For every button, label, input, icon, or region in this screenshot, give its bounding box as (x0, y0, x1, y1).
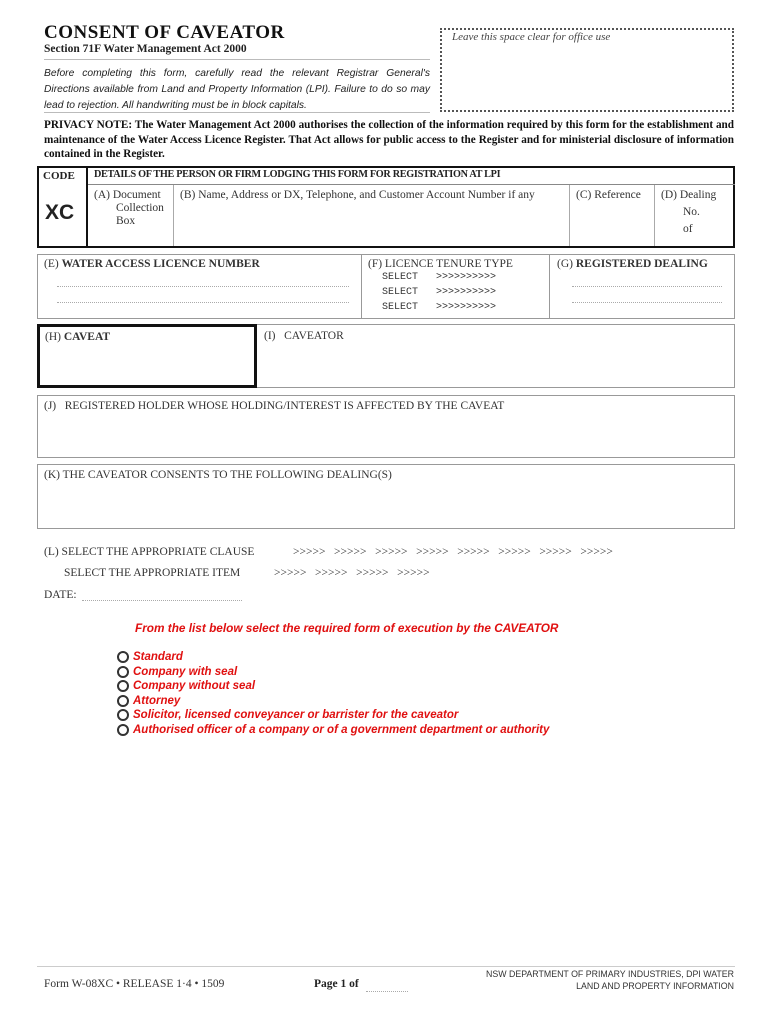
h-label: CAVEAT (63, 331, 111, 343)
licence-number-field-1[interactable] (57, 286, 349, 287)
page-number: Page 1 of (314, 978, 359, 990)
item-label: SELECT THE APPROPRIATE ITEM (64, 567, 241, 579)
caveat-label (45, 331, 110, 343)
name-address-cell[interactable] (174, 185, 570, 246)
section-reference: Section 71F Water Management Act 2000 (44, 43, 247, 55)
code-cell (37, 166, 88, 248)
execution-option-attorney[interactable] (117, 694, 549, 709)
licence-number-field-2[interactable] (57, 302, 349, 303)
divider (44, 112, 430, 113)
caveator-field[interactable] (258, 326, 734, 386)
date-label: DATE: (44, 589, 77, 601)
execution-option-solicitor[interactable] (117, 708, 549, 723)
radio-icon[interactable] (117, 724, 129, 736)
consented-dealings-label: (K) THE CAVEATOR CONSENTS TO THE FOLLOWING DEALING(S) (44, 469, 392, 481)
col-d-label-line2: No. (683, 206, 700, 218)
radio-icon[interactable] (117, 680, 129, 692)
col-a-label: (A) Document (94, 189, 161, 201)
registered-holder-field[interactable] (37, 395, 735, 458)
option-label: Company with seal (133, 665, 238, 678)
office-use-label: Leave this space clear for office use (452, 31, 611, 43)
g-prefix: (G) (557, 258, 573, 270)
office-use-box (440, 28, 734, 112)
h-prefix: (H) (45, 331, 61, 343)
page-total-field[interactable] (366, 991, 408, 992)
col-a-label-line2: Collection (116, 202, 164, 214)
col-a-label-line3: Box (116, 215, 136, 227)
code-label: CODE (43, 170, 75, 182)
document-collection-box-cell[interactable] (88, 185, 174, 246)
radio-icon[interactable] (117, 709, 129, 721)
department-line-1: NSW DEPARTMENT OF PRIMARY INDUSTRIES, DPI WATER (486, 969, 734, 979)
execution-option-standard[interactable] (117, 650, 549, 665)
option-label: Standard (133, 651, 183, 664)
registered-dealing-field-1[interactable] (572, 286, 722, 287)
col-b-label: (B) Name, Address or DX, Telephone, and Customer Account Number if any (180, 189, 535, 201)
col-c-label: (C) Reference (576, 189, 641, 201)
registered-dealing-cell (550, 254, 735, 319)
details-heading: DETAILS OF THE PERSON OR FIRM LODGING THIS FORM FOR REGISTRATION AT LPI (94, 169, 501, 180)
reference-cell[interactable] (570, 185, 655, 246)
code-value: XC (45, 201, 75, 224)
form-id: Form W-08XC • RELEASE 1·4 • 1509 (44, 978, 225, 990)
execution-options (117, 650, 549, 737)
divider (44, 59, 430, 60)
item-select[interactable]: >>>>> >>>>> >>>>> >>>>> (274, 567, 430, 579)
registered-dealing-field-2[interactable] (572, 302, 722, 303)
tenure-select-2[interactable]: SELECT >>>>>>>>>> (382, 287, 497, 298)
radio-icon[interactable] (117, 695, 129, 707)
department-line-2: LAND AND PROPERTY INFORMATION (576, 981, 734, 991)
tenure-select-1[interactable]: SELECT >>>>>>>>>> (382, 272, 497, 283)
instructions-text: Before completing this form, carefully read the relevant Registrar General's Directions available from Land and Property Information (LPI). Failure to do so may lead to rejection. All handwriting must be in block capitals. (44, 68, 430, 111)
tenure-type-label: (F) LICENCE TENURE TYPE (368, 258, 513, 270)
clause-select[interactable]: >>>>> >>>>> >>>>> >>>>> >>>>> >>>>> >>>>> >>>>> (293, 546, 613, 558)
licence-number-label (44, 258, 260, 270)
e-label: WATER ACCESS LICENCE NUMBER (61, 258, 260, 270)
e-prefix: (E) (44, 258, 59, 270)
col-d-label: (D) Dealing (661, 189, 717, 201)
dealing-number-cell[interactable] (655, 185, 735, 246)
form-title: CONSENT OF CAVEATOR (44, 22, 285, 43)
licence-number-cell (37, 254, 362, 319)
consented-dealings-field[interactable] (37, 464, 735, 529)
execution-heading: From the list below select the required form of execution by the CAVEATOR (135, 621, 559, 635)
option-label: Attorney (133, 694, 181, 707)
tenure-type-cell (362, 254, 550, 319)
tenure-select-3[interactable]: SELECT >>>>>>>>>> (382, 302, 497, 313)
execution-option-company-without-seal[interactable] (117, 679, 549, 694)
registered-dealing-label (557, 258, 708, 270)
radio-icon[interactable] (117, 666, 129, 678)
registered-holder-label: (J) REGISTERED HOLDER WHOSE HOLDING/INTEREST IS AFFECTED BY THE CAVEAT (44, 400, 505, 412)
footer-divider (37, 966, 735, 967)
g-label: REGISTERED DEALING (575, 258, 708, 270)
date-field[interactable] (82, 600, 242, 601)
radio-icon[interactable] (117, 651, 129, 663)
clause-label: (L) SELECT THE APPROPRIATE CLAUSE (44, 546, 255, 558)
execution-option-company-with-seal[interactable] (117, 665, 549, 680)
privacy-note: PRIVACY NOTE: The Water Management Act 2000 authorises the collection of the information required by this form for the establishment and maintenance of the Water Access Licence Register. That Act allows for public access to the Register and for ministerial disclosure of information contained in the Register. (44, 119, 734, 160)
details-heading-row (88, 166, 735, 185)
option-label: Solicitor, licensed conveyancer or barrister for the caveator (133, 709, 459, 722)
option-label: Authorised officer of a company or of a government department or authority (133, 723, 550, 736)
caveator-label: (I) CAVEATOR (264, 330, 344, 342)
col-d-label-line3: of (683, 223, 693, 235)
caveat-cell[interactable] (37, 324, 257, 388)
execution-option-authorised-officer[interactable] (117, 723, 549, 738)
option-label: Company without seal (133, 680, 256, 693)
